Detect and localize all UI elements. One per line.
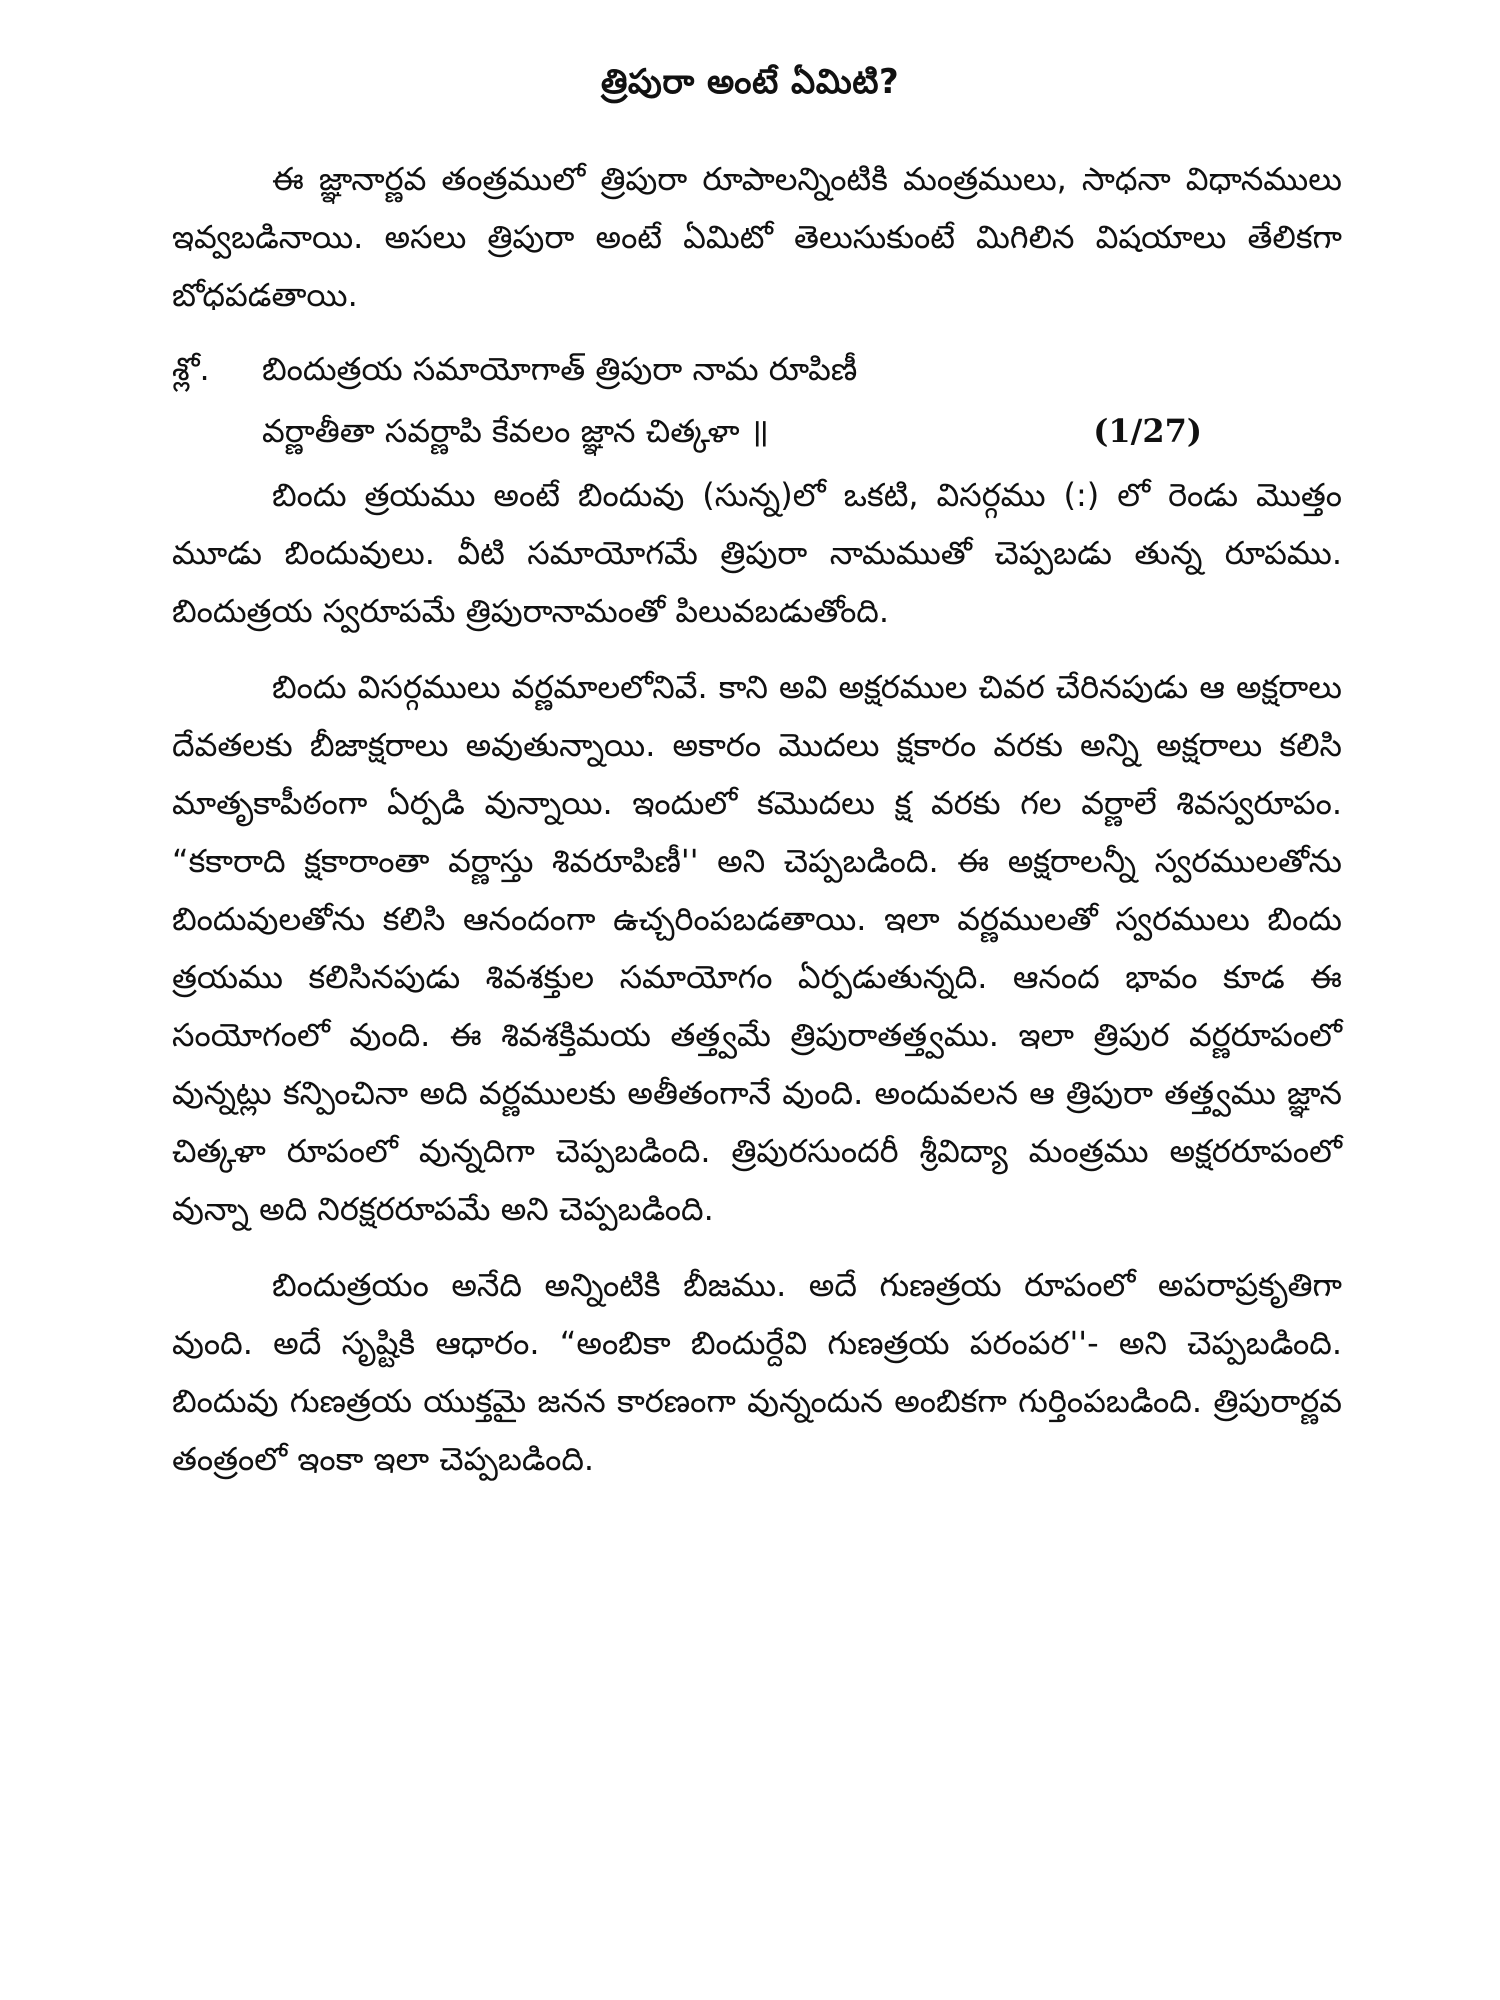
sloka-line-2: వర్ణాతీతా సవర్ణాపి కేవలం జ్ఞాన చిత్కళా ॥ [262,412,769,450]
paragraph-bindu-visarga: బిందు విసర్గములు వర్ణమాలలోనివే. కాని అవి అక్షరముల చివర చేరినపుడు ఆ అక్షరాలు దేవతలకు బీజాక్షరాలు అవుతున్నాయి. అకారం మొదలు క్షకారం వరకు అన్ని అక్షరాలు కలిసి మాతృకాపీఠంగా ఏర్పడి వున్నాయి. ఇందులో కమొదలు క్ష వరకు గల వర్ణాలే శివస్వరూపం. “కకారాది క్షకారాంతా వర్ణాస్తు శివరూపిణీ'' అని చెప్పబడింది. ఈ అక్షరాలన్నీ స్వరములతోను బిందువులతోను కలిసి ఆనందంగా ఉచ్చరింపబడతాయి. ఇలా వర్ణములతో స్వరములు బిందు త్రయము కలిసినపుడు శివశక్తుల సమాయోగం ఏర్పడుతున్నది. ఆనంద భావం కూడ ఈ సంయోగంలో వుంది. ఈ శివశక్తిమయ తత్త్వమే త్రిపురాతత్త్వము. ఇలా త్రిపుర వర్ణరూపంలో వున్నట్లు కన్పించినా అది వర్ణములకు అతీతంగానే వుంది. అందువలన ఆ త్రిపురా తత్త్వము జ్ఞాన చిత్కళా రూపంలో వున్నదిగా చెప్పబడింది. త్రిపురసుందరీ శ్రీవిద్యా మంత్రము అక్షరరూపంలో వున్నా అది నిరక్షరరూపమే అని చెప్పబడింది. [172,668,1342,1228]
intro-paragraph: ఈ జ్ఞానార్ణవ తంత్రములో త్రిపురా రూపాలన్నింటికి మంత్రములు, సాధనా విధానములు ఇవ్వబడినాయి. అసలు త్రిపురా అంటే ఏమిటో తెలుసుకుంటే మిగిలిన విషయాలు తేలికగా బోధపడతాయి. [172,160,1342,314]
document-body [172,150,1342,1488]
paragraph-ambika: బిందుత్రయం అనేది అన్నింటికి బీజము. అదే గుణత్రయ రూపంలో అపరాప్రకృతిగా వుంది. అదే సృష్టికి ఆధారం. “అంబికా బిందుర్దేవి గుణత్రయ పరంపర''- అని చెప్పబడింది. బిందువు గుణత్రయ యుక్తమై జనన కారణంగా వున్నందున అంబికగా గుర్తింపబడింది. త్రిపురార్ణవ తంత్రంలో ఇంకా ఇలా చెప్పబడింది. [172,1266,1342,1478]
page-title: త్రిపురా అంటే ఏమిటి? [600,62,900,102]
sloka-reference: (1/27) [1093,412,1202,450]
paragraph-bindu-trayam: బిందు త్రయము అంటే బిందువు (సున్న)లో ఒకటి, విసర్గము (:) లో రెండు మొత్తం మూడు బిందువులు. వీటి సమాయోగమే త్రిపురా నామముతో చెప్పబడు తున్న రూపము. బిందుత్రయ స్వరూపమే త్రిపురానామంతో పిలువబడుతోంది. [172,476,1342,630]
sloka-line-1: బిందుత్రయ సమాయోగాత్ త్రిపురా నామ రూపిణీ [262,350,858,388]
sloka-block [172,340,1342,460]
sloka-label: శ్లో. [172,350,210,388]
